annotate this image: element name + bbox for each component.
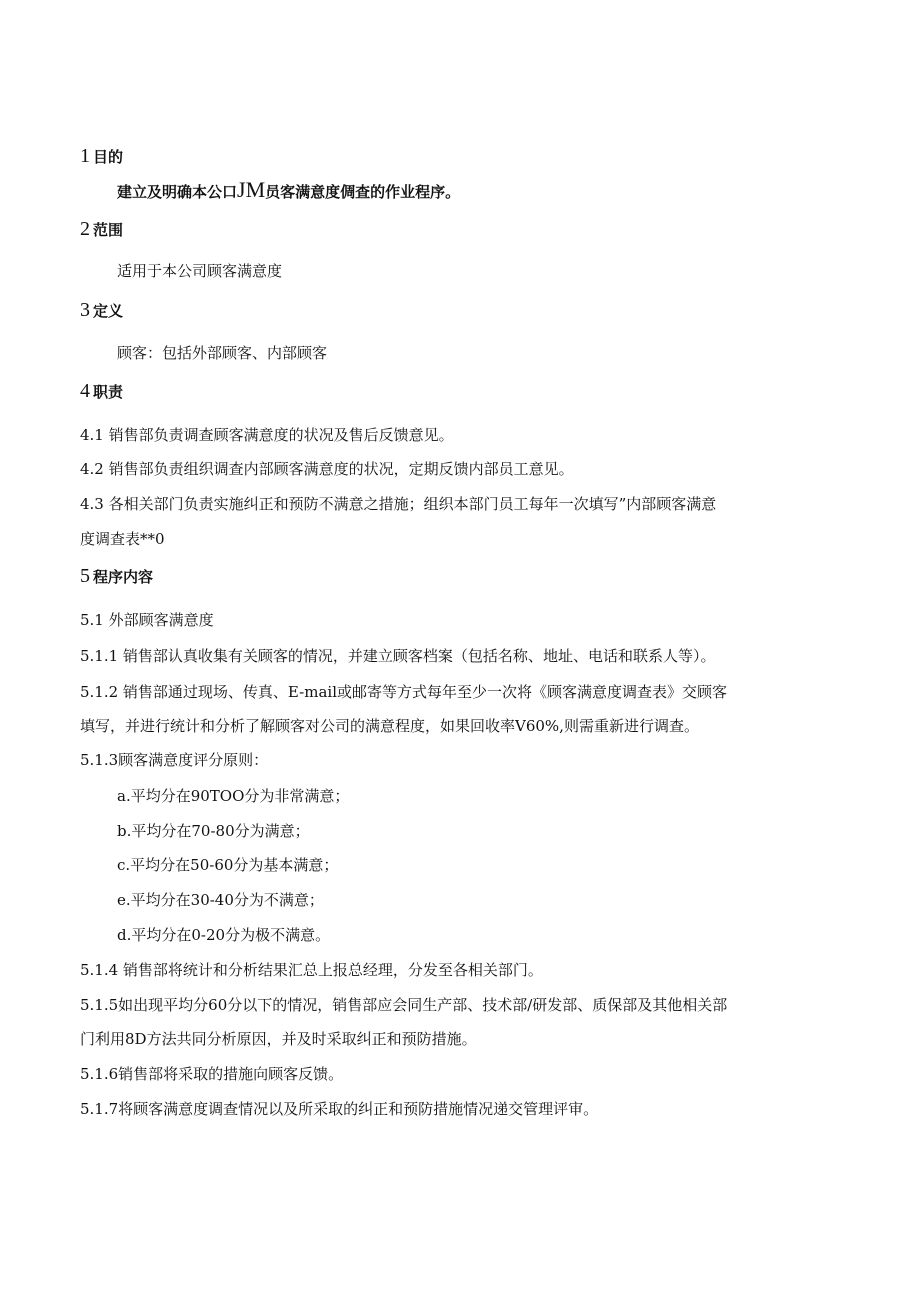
section-heading-purpose <box>80 146 123 167</box>
procedure-5-1-6: 5.1.6销售部将采取的措施向顾客反馈。 <box>80 1065 344 1083</box>
section-number: 4 <box>80 380 90 402</box>
section-heading-definition <box>80 300 123 321</box>
section-number: 3 <box>80 299 90 321</box>
definition-text: 顾客：包括外部顾客、内部顾客 <box>117 344 328 362</box>
procedure-5-1-4: 5.1.4 销售部将统计和分析结果汇总上报总经理，分发至各相关部门。 <box>80 961 543 979</box>
purpose-text-jm: JM <box>237 177 266 202</box>
section-heading-duties <box>80 381 123 402</box>
section-title: 定义 <box>93 302 124 320</box>
section-title: 目的 <box>93 148 124 166</box>
procedure-5-1-1: 5.1.1 销售部认真收集有关顾客的情况，并建立顾客档案（包括名称、地址、电话和联系人等）。 <box>80 647 716 665</box>
section-number: 2 <box>80 218 90 240</box>
scope-text: 适用于本公司顾客满意度 <box>117 262 283 280</box>
section-heading-scope <box>80 219 123 240</box>
procedure-5-1-5-line2: 门利用8D方法共同分析原因，并及时采取纠正和预防措施。 <box>80 1030 477 1048</box>
section-title: 范围 <box>93 221 124 239</box>
duty-4-1: 4.1 销售部负责调查顾客满意度的状况及售后反馈意见。 <box>80 426 454 444</box>
criteria-item: d.平均分在0-20分为极不满意。 <box>117 926 331 944</box>
procedure-5-1-3: 5.1.3顾客满意度评分原则： <box>80 751 269 769</box>
criteria-item: a.平均分在90TOO分为非常满意； <box>117 787 350 805</box>
procedure-5-1: 5.1 外部顾客满意度 <box>80 611 214 629</box>
section-number: 5 <box>80 565 90 587</box>
duty-4-2: 4.2 销售部负责组织调查内部顾客满意度的状况，定期反馈内部员工意见。 <box>80 460 574 478</box>
procedure-5-1-2-line2: 填写，并进行统计和分析了解顾客对公司的满意程度，如果回收率V60%,则需重新进行调查。 <box>80 717 699 735</box>
section-heading-procedure <box>80 566 153 587</box>
duty-4-3-line2: 度调查表**0 <box>80 530 165 548</box>
duty-4-3-line1: 4.3 各相关部门负责实施纠正和预防不满意之措施；组织本部门员工每年一次填写”内部顾客满意 <box>80 495 717 513</box>
section-number: 1 <box>80 145 90 167</box>
section-title: 程序内容 <box>93 568 154 586</box>
criteria-item: b.平均分在70-80分为满意； <box>117 822 310 840</box>
section-title: 职责 <box>93 383 124 401</box>
procedure-5-1-7: 5.1.7将顾客满意度调查情况以及所采取的纠正和预防措施情况递交管理评审。 <box>80 1100 599 1118</box>
criteria-item: e.平均分在30-40分为不满意； <box>117 891 324 909</box>
purpose-text-pre: 建立及明确本公口 <box>117 183 238 201</box>
purpose-text <box>117 177 461 202</box>
criteria-item: c.平均分在50-60分为基本满意； <box>117 856 339 874</box>
procedure-5-1-5-line1: 5.1.5如出现平均分60分以下的情况，销售部应会同生产部、技术部/研发部、质保部及其他相关部 <box>80 996 728 1014</box>
procedure-5-1-2-line1: 5.1.2 销售部通过现场、传真、E-mail或邮寄等方式每年至少一次将《顾客满意度调查表》交顾客 <box>80 683 727 701</box>
purpose-text-post: 员客满意度倜查的作业程序。 <box>265 183 461 201</box>
